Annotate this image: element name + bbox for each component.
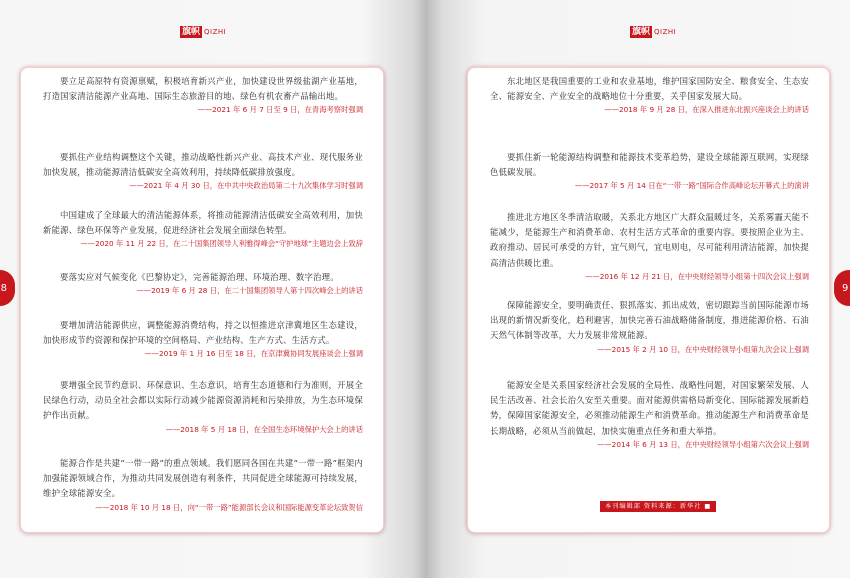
quote-source: ——2014 年 6 月 13 日，在中央财经领导小组第六次会议上强调 — [597, 439, 809, 449]
quote-entry — [43, 74, 363, 115]
brand-mark: 旗帜 — [632, 27, 651, 37]
editorial-credit: 本刊编辑部 资料来源：新华社 ■ — [600, 501, 716, 512]
quote-source: ——2019 年 1 月 16 日至 18 日，在京津冀协同发展座谈会上强调 — [144, 349, 363, 359]
quote-text: 要增加清洁能源供应，调整能源消费结构，持之以恒推进京津冀地区生态建设，加快形成节约资源和保护环境的空间格局、产业结构、生产方式、生活方式。 — [43, 320, 363, 346]
quote-entry — [490, 298, 809, 355]
quote-text: 能源安全是关系国家经济社会发展的全局性、战略性问题，对国家繁荣发展、人民生活改善、社会长治久安至关重要。面对能源供需格局新变化、国际能源发展新趋势，保障国家能源安全，必须推动能源生产和消费革命。推动能源生产和消费革命是长期战略，必须从当前做起，加快实施重点任务和重大举措。 — [490, 380, 809, 436]
quote-text: 能源合作是共建“一带一路”的重点领域。我们愿同各国在共建“一带一路”框架内加强能源领域合作，为推动共同发展创造有利条件，共同促进全球能源可持续发展，维护全球能源安全。 — [43, 458, 363, 499]
brand-mark: 旗帜 — [182, 27, 201, 37]
brand-logo — [180, 26, 226, 38]
quote-text: 东北地区是我国重要的工业和农业基地，维护国家国防安全、粮食安全、生态安全、能源安全、产业安全的战略地位十分重要，关乎国家发展大局。 — [490, 76, 809, 102]
quote-entry — [43, 378, 363, 435]
quote-entry — [43, 318, 363, 359]
quote-source: ——2015 年 2 月 10 日，在中央财经领导小组第九次会议上强调 — [597, 344, 809, 354]
brand-sub: QIZHI — [654, 28, 677, 36]
quote-entry — [490, 210, 809, 282]
quote-text: 要落实应对气候变化《巴黎协定》，完善能源治理、环境治理、数字治理。 — [60, 272, 339, 282]
quote-card — [467, 67, 830, 533]
quote-text: 要抓住产业结构调整这个关键，推动战略性新兴产业、高技术产业、现代服务业加快发展，推动能源清洁低碳安全高效利用，持续降低碳排放强度。 — [43, 152, 363, 178]
quote-source: ——2018 年 9 月 28 日，在深入推进东北振兴座谈会上的讲话 — [604, 105, 809, 115]
brand-sub: QIZHI — [204, 28, 227, 36]
quote-source: ——2018 年 5 月 18 日，在全国生态环境保护大会上的讲话 — [165, 424, 363, 434]
quote-entry — [43, 208, 363, 249]
quote-entry — [43, 270, 363, 296]
quote-entry — [490, 150, 809, 191]
quote-text: 要立足高原特有资源禀赋，积极培育新兴产业，加快建设世界级盐湖产业基地，打造国家清洁能源产业高地、国际生态旅游目的地、绿色有机农畜产品输出地。 — [43, 76, 363, 102]
quote-text: 中国建成了全球最大的清洁能源体系，将推动能源清洁低碳安全高效利用，加快新能源、绿色环保等产业发展，促进经济社会发展全面绿色转型。 — [43, 210, 363, 236]
quote-source: ——2019 年 6 月 28 日，在二十国集团领导人第十四次峰会上的讲话 — [136, 286, 363, 296]
page-number-badge: 9 — [834, 270, 850, 306]
page-number-badge: 8 — [0, 270, 15, 306]
quote-card — [20, 67, 384, 533]
quote-source: ——2016 年 12 月 21 日，在中央财经领导小组第十四次会议上强调 — [585, 271, 809, 281]
quote-entry — [43, 150, 363, 191]
quote-text: 保障能源安全，要明确责任、狠抓落实、抓出成效，密切跟踪当前国际能源市场出现的新情况新变化，趋利避害，加快完善石油战略储备制度，推进能源价格、石油天然气体制等改革，大力发展非常规能源。 — [490, 300, 809, 341]
quote-entry — [43, 456, 363, 513]
quote-entry — [490, 378, 809, 450]
quote-source: ——2021 年 6 月 7 日至 9 日，在青海考察时强调 — [197, 105, 363, 115]
quote-source: ——2018 年 10 月 18 日，向“一带一路”能源部长会议和国际能源变革论坛致贺信 — [95, 502, 363, 512]
quote-source: ——2020 年 11 月 22 日，在二十国集团领导人利雅得峰会“守护地球”主题边会上致辞 — [80, 239, 363, 249]
quote-text: 要增强全民节约意识、环保意识、生态意识，培育生态道德和行为准则，开展全民绿色行动，动员全社会都以实际行动减少能源资源消耗和污染排放，为生态环境保护作出贡献。 — [43, 380, 363, 421]
quote-source: ——2017 年 5 月 14 日在“一带一路”国际合作高峰论坛开幕式上的演讲 — [574, 181, 809, 191]
brand-logo — [630, 26, 676, 38]
quote-text: 推进北方地区冬季清洁取暖，关系北方地区广大群众温暖过冬，关系雾霾天能不能减少，是能源生产和消费革命、农村生活方式革命的重要内容。要按照企业为主、政府推动、居民可承受的方针，宜气则气，宜电则电，尽可能利用清洁能源，加快提高清洁供暖比重。 — [490, 212, 809, 268]
quote-source: ——2021 年 4 月 30 日，在中共中央政治局第二十九次集体学习时强调 — [129, 181, 363, 191]
right-page — [425, 0, 850, 578]
quote-entry — [490, 74, 809, 115]
quote-text: 要抓住新一轮能源结构调整和能源技术变革趋势，建设全球能源互联网，实现绿色低碳发展。 — [490, 152, 809, 178]
